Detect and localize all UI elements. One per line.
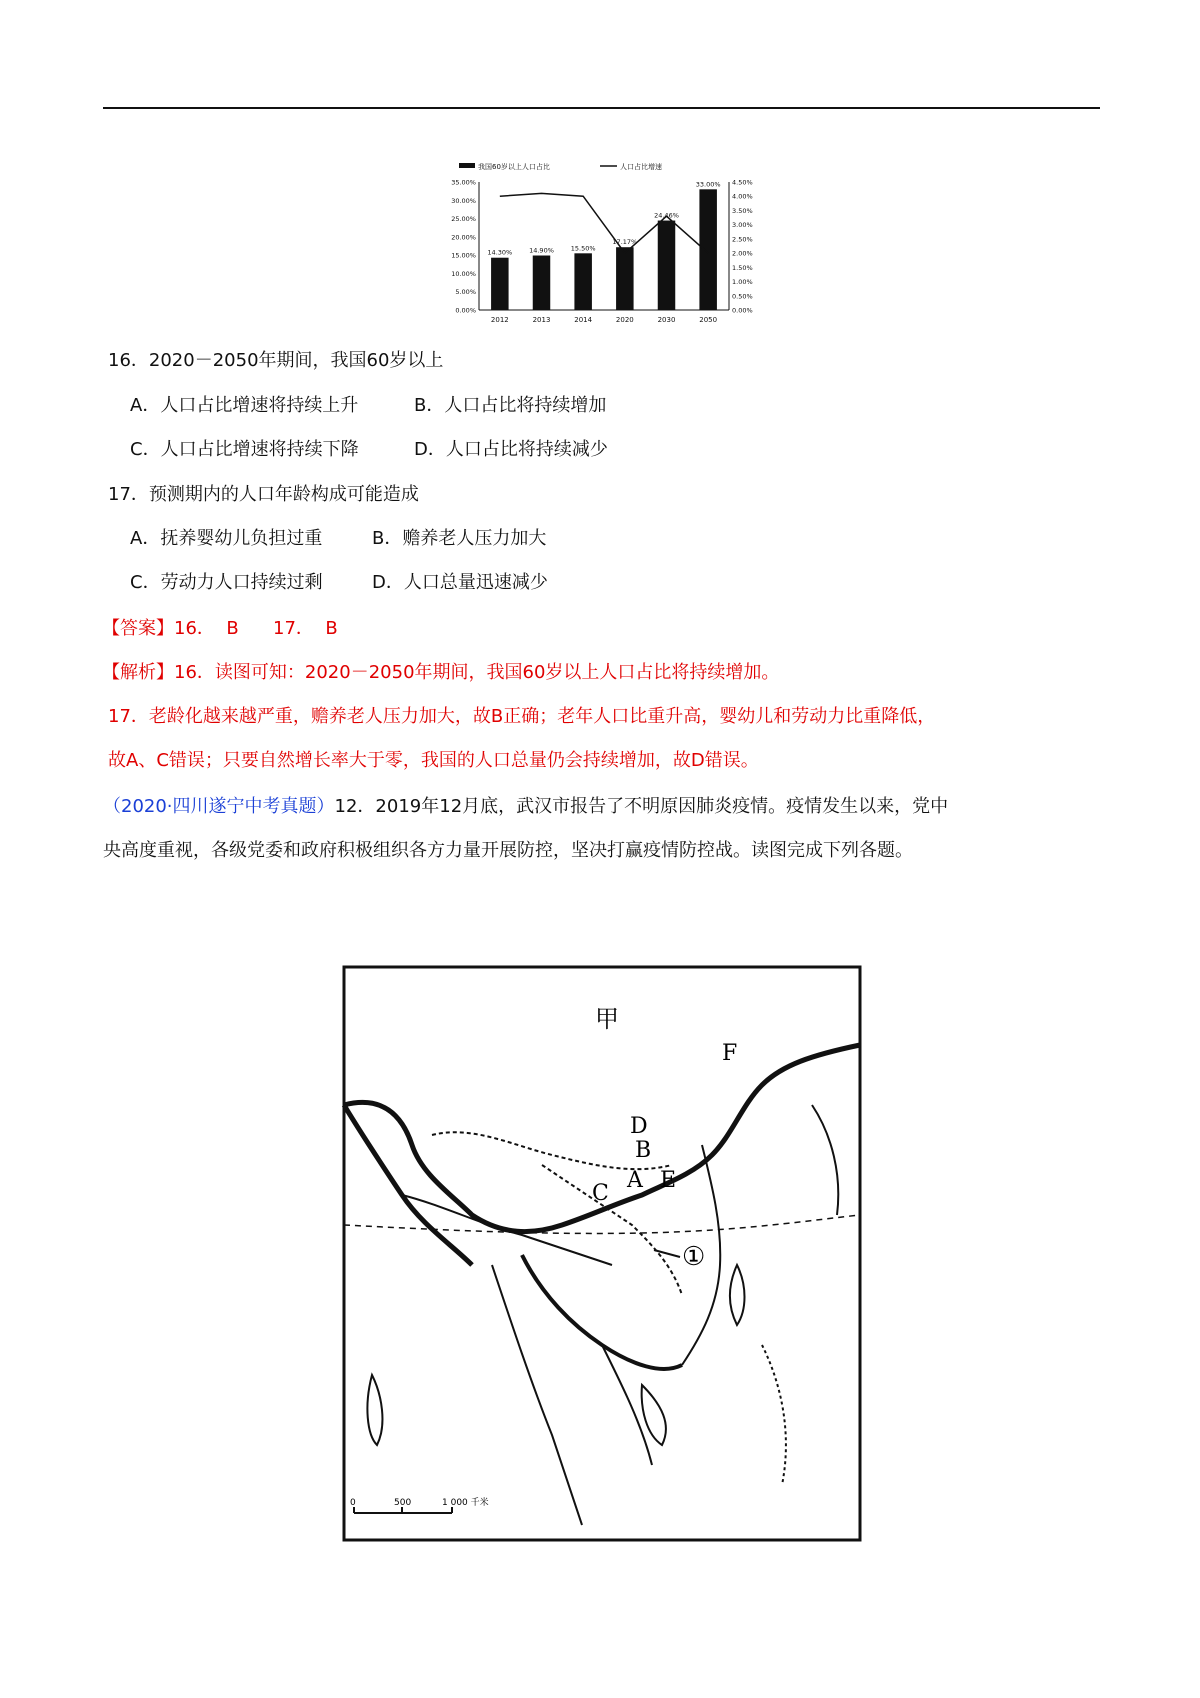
bar-2012 — [491, 258, 509, 310]
question-17-stem: 17．预测期内的人口年龄构成可能造成 — [108, 484, 419, 505]
question-12-line-2: 央高度重视，各级党委和政府积极组织各方力量开展防控，坚决打赢疫情防控战。读图完成下列各题。 — [103, 840, 913, 861]
label-jia: 甲 — [595, 1005, 619, 1033]
left-tick-label: 10.00% — [451, 269, 476, 278]
x-tick-label: 2014 — [574, 316, 593, 324]
label-E: E — [660, 1168, 677, 1193]
right-tick-label: 1.50% — [732, 263, 753, 272]
question-16-stem: 16．2020－2050年期间，我国60岁以上 — [108, 350, 444, 371]
bar-2013 — [533, 256, 551, 310]
bar-2050 — [699, 189, 717, 310]
legend-bar-swatch — [459, 163, 475, 168]
header-rule — [103, 107, 1100, 109]
q17-option-d: D．人口总量迅速减少 — [372, 572, 548, 593]
left-tick-label: 5.00% — [455, 288, 476, 297]
question-source: （2020·四川遂宁中考真题） — [103, 796, 335, 817]
aging-population-chart — [445, 160, 769, 350]
q17-option-a: A．抚养婴幼儿负担过重 — [130, 528, 323, 549]
x-tick-label: 2050 — [699, 316, 718, 324]
left-tick-label: 35.00% — [451, 178, 476, 187]
question-12-text-1: 12．2019年12月底，武汉市报告了不明原因肺炎疫情。疫情发生以来，党中 — [334, 796, 949, 817]
q16-option-a: A．人口占比增速将持续上升 — [130, 395, 359, 416]
answer-tag: 【答案】 — [102, 618, 174, 639]
china-map — [342, 965, 862, 1542]
question-12-line-1 — [103, 795, 948, 819]
left-tick-label: 0.00% — [455, 306, 476, 315]
bar-2030 — [658, 221, 676, 310]
right-tick-label: 0.00% — [732, 306, 753, 315]
answer-line — [102, 617, 338, 641]
left-tick-label: 15.00% — [451, 251, 476, 260]
label-C: C — [592, 1181, 609, 1206]
right-tick-label: 4.50% — [732, 178, 753, 187]
bar-value-label: 14.30% — [487, 248, 513, 257]
scale-0: 0 — [350, 1498, 356, 1508]
bar-2014 — [574, 253, 592, 310]
bar-value-label: 17.17% — [612, 238, 638, 247]
right-tick-label: 1.00% — [732, 278, 753, 287]
answer-text: 16． B 17． B — [174, 618, 338, 639]
right-tick-label: 2.50% — [732, 235, 753, 244]
legend-line-label: 人口占比增速 — [620, 163, 662, 171]
growth-rate-line — [500, 193, 708, 253]
left-tick-label: 30.00% — [451, 196, 476, 205]
label-D: D — [630, 1114, 648, 1139]
q16-option-c: C．人口占比增速将持续下降 — [130, 439, 359, 460]
analysis-line-2: 17．老龄化越来越严重，赡养老人压力加大，故B正确；老年人口比重升高，婴幼儿和劳动力比重降低， — [108, 706, 936, 727]
analysis-line-3: 故A、C错误；只要自然增长率大于零，我国的人口总量仍会持续增加，故D错误。 — [108, 750, 759, 771]
right-tick-label: 3.50% — [732, 206, 753, 215]
bar-value-label: 24.46% — [654, 211, 679, 220]
map-frame — [344, 967, 860, 1540]
q17-option-b: B．赡养老人压力加大 — [372, 528, 547, 549]
label-F: F — [722, 1041, 738, 1066]
x-tick-label: 2020 — [615, 316, 634, 324]
scale-500: 500 — [394, 1498, 412, 1508]
analysis-tag: 【解析】 — [102, 662, 174, 683]
x-tick-label: 2030 — [657, 316, 676, 324]
right-tick-label: 4.00% — [732, 192, 753, 201]
scale-1000: 1 000 千米 — [442, 1498, 489, 1508]
x-tick-label: 2013 — [532, 316, 551, 324]
label-B: B — [635, 1138, 652, 1163]
q16-option-d: D．人口占比将持续减少 — [414, 439, 608, 460]
bar-value-label: 14.90% — [529, 246, 554, 255]
analysis-line-1 — [102, 661, 779, 685]
label-A: A — [627, 1168, 643, 1193]
right-tick-label: 0.50% — [732, 292, 753, 301]
right-tick-label: 3.00% — [732, 221, 753, 230]
bar-2020 — [616, 247, 634, 310]
legend-bar-label: 我国60岁以上人口占比 — [478, 163, 550, 171]
left-tick-label: 25.00% — [451, 215, 476, 224]
label-circle-1: ① — [682, 1242, 706, 1272]
x-tick-label: 2012 — [490, 316, 509, 324]
bar-value-label: 15.50% — [570, 244, 596, 253]
right-tick-label: 2.00% — [732, 249, 753, 258]
left-tick-label: 20.00% — [451, 233, 476, 242]
analysis-text-1: 16．读图可知：2020－2050年期间，我国60岁以上人口占比将持续增加。 — [174, 662, 780, 683]
q17-option-c: C．劳动力人口持续过剩 — [130, 572, 323, 593]
q16-option-b: B．人口占比将持续增加 — [414, 395, 607, 416]
bar-value-label: 33.00% — [695, 180, 721, 189]
